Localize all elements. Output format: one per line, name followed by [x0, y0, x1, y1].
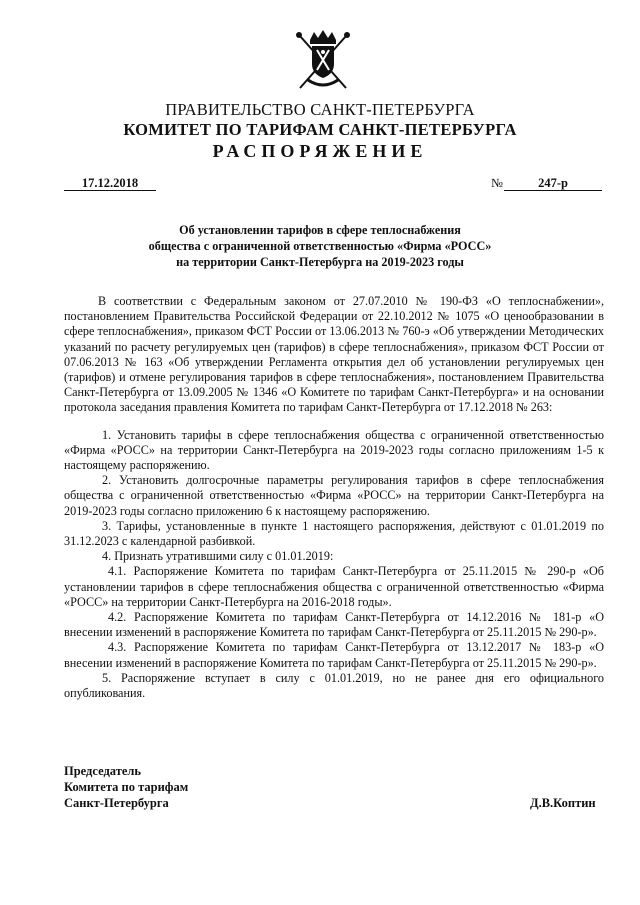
document-title	[90, 222, 550, 270]
preamble-paragraph: В соответствии с Федеральным законом от 27.07.2010 № 190-ФЗ «О теплоснабжении», постановлением Правительства Российской Федерации от 22.10.2012 № 1075 «О ценообразовании в сфере теплоснабжения», приказом ФСТ России от 13.06.2013 № 760-э «Об утверждении Методических указаний по расчету регулируемых цен (тарифов) в сфере теплоснабжения», приказом ФСТ России от 07.06.2013 № 163 «Об утверждении Регламента открытия дел об установлении регулируемых цен (тарифов) и отмене регулирования тарифов в сфере теплоснабжения», постановлением Правительства Санкт-Петербурга от 13.09.2005 № 1346 «О Комитете по тарифам Санкт-Петербурга» и на основании протокола заседания правления Комитета по тарифам Санкт-Петербурга от 17.12.2018 № 263:	[64, 294, 604, 415]
item-4: 4. Признать утратившими силу с 01.01.2019:	[102, 549, 334, 564]
item-4-2: 4.2. Распоряжение Комитета по тарифам Санкт-Петербурга от 14.12.2016 № 181-р «О внесении изменений в распоряжение Комитета по тарифам Санкт-Петербурга от 25.11.2015 № 290-р».	[64, 610, 604, 640]
position-line-3: Санкт-Петербурга	[64, 796, 169, 810]
document-date: 17.12.2018	[64, 176, 156, 191]
item-4-3: 4.3. Распоряжение Комитета по тарифам Санкт-Петербурга от 13.12.2017 № 183-р «О внесении изменений в распоряжение Комитета по тарифам Санкт-Петербурга от 25.11.2015 № 290-р».	[64, 640, 604, 670]
item-5: 5. Распоряжение вступает в силу с 01.01.2019, но не ранее дня его официального опубликования.	[64, 670, 604, 701]
title-line-3: на территории Санкт-Петербурга на 2019-2023 годы	[176, 255, 464, 269]
position-line-2: Комитета по тарифам	[64, 780, 189, 794]
saint-petersburg-coat-of-arms-icon	[290, 30, 356, 92]
item-3: 3. Тарифы, установленные в пункте 1 настоящего распоряжения, действуют с 01.01.2019 по 31.12.2023 с календарной разбивкой.	[64, 518, 604, 549]
item-1: 1. Установить тарифы в сфере теплоснабжения общества с ограниченной ответственностью «Фирма «РОСС» на территории Санкт-Петербурга на 2019-2023 годы согласно приложениям 1-5 к настоящему распоряжению.	[64, 427, 604, 473]
number-sign: №	[491, 176, 503, 190]
document-body	[64, 294, 604, 701]
position-line-1: Председатель	[64, 764, 142, 778]
document-type: РАСПОРЯЖЕНИЕ	[212, 141, 428, 161]
document-number: 247-р	[504, 176, 602, 191]
signatory-position	[64, 763, 188, 811]
item-2: 2. Установить долгосрочные параметры регулирования тарифов в сфере теплоснабжения общества с ограниченной ответственностью «Фирма «РОСС» на территории Санкт-Петербурга на 2019-2023 годы согласно приложению 6 к настоящему распоряжению.	[64, 473, 604, 518]
government-name: ПРАВИТЕЛЬСТВО САНКТ-ПЕТЕРБУРГА	[165, 100, 475, 119]
signatory-name: Д.В.Коптин	[530, 796, 596, 810]
title-line-1: Об установлении тарифов в сфере теплоснабжения	[179, 223, 461, 237]
title-line-2: общества с ограниченной ответственностью «Фирма «РОСС»	[148, 239, 492, 253]
committee-name: КОМИТЕТ ПО ТАРИФАМ САНКТ-ПЕТЕРБУРГА	[123, 120, 517, 139]
item-4-1: 4.1. Распоряжение Комитета по тарифам Санкт-Петербурга от 25.11.2015 № 290-р «Об установлении тарифов в сфере теплоснабжения общества с ограниченной ответственностью «Фирма «РОСС» на территории Санкт-Петербурга на 2016-2018 годы».	[64, 564, 604, 609]
